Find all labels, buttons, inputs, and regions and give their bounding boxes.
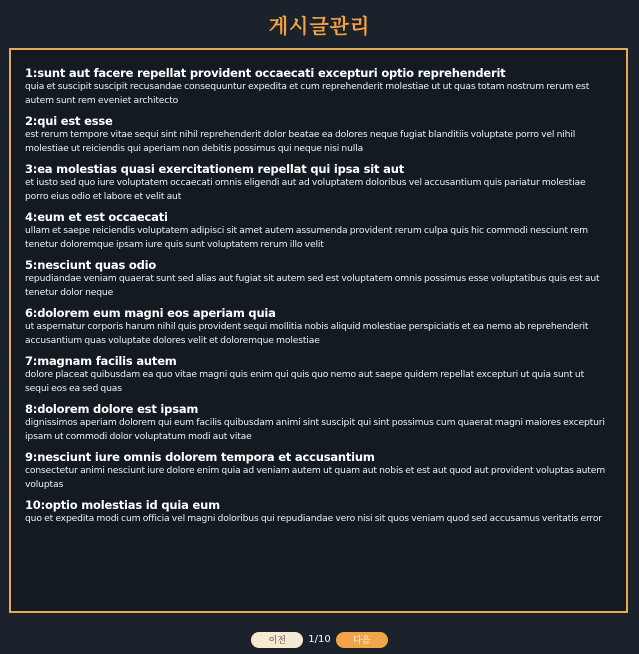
page-indicator: 1/10 [308, 634, 331, 645]
post-title[interactable]: 3:ea molestias quasi exercitationem repellat qui ipsa sit aut [25, 162, 404, 176]
post-body: ut aspernatur corporis harum nihil quis provident sequi mollitia nobis aliquid molestiae perspiciatis et ea nemo ab reprehenderit accusantium quas voluptate dolores velit et doloremque molestiae [25, 321, 589, 346]
post-list [9, 48, 628, 613]
post-body: repudiandae veniam quaerat sunt sed alias aut fugiat sit autem sed est voluptatem omnis possimus esse voluptatibus quis est aut tenetur dolor neque [25, 273, 600, 298]
pagination [0, 631, 639, 648]
post-item[interactable] [25, 258, 610, 299]
post-title[interactable]: 2:qui est esse [25, 114, 113, 128]
post-title[interactable]: 10:optio molestias id quia eum [25, 498, 220, 512]
page-title: 게시글관리 [268, 14, 371, 38]
post-body: est rerum tempore vitae sequi sint nihil reprehenderit dolor beatae ea dolores neque fugiat blanditiis voluptate porro vel nihil molestiae ut reiciendis qui aperiam non debitis possimus qui neque nisi nulla [25, 129, 576, 154]
post-title[interactable]: 1:sunt aut facere repellat provident occaecati excepturi optio reprehenderit [25, 66, 506, 80]
post-body: quia et suscipit suscipit recusandae consequuntur expedita et cum reprehenderit molestiae ut ut quas totam nostrum rerum est autem sunt rem eveniet architecto [25, 81, 590, 106]
post-item[interactable] [25, 114, 610, 155]
post-item[interactable] [25, 354, 610, 395]
post-item[interactable] [25, 498, 610, 526]
post-item[interactable] [25, 306, 610, 347]
post-item[interactable] [25, 402, 610, 443]
post-title[interactable]: 9:nesciunt iure omnis dolorem tempora et accusantium [25, 450, 375, 464]
post-title[interactable]: 4:eum et est occaecati [25, 210, 168, 224]
next-page-button[interactable]: 다음 [336, 632, 388, 648]
post-item[interactable] [25, 450, 610, 491]
post-body: quo et expedita modi cum officia vel magni doloribus qui repudiandae vero nisi sit quos veniam quod sed accusamus veritatis error [25, 513, 602, 524]
post-title[interactable]: 7:magnam facilis autem [25, 354, 177, 368]
post-title[interactable]: 6:dolorem eum magni eos aperiam quia [25, 306, 276, 320]
prev-page-button[interactable]: 이전 [251, 632, 303, 648]
post-body: dignissimos aperiam dolorem qui eum facilis quibusdam animi sint suscipit qui sint possimus cum quaerat magni maiores excepturi ipsam ut commodi dolor voluptatum modi aut vitae [25, 417, 605, 442]
post-body: et iusto sed quo iure voluptatem occaecati omnis eligendi aut ad voluptatem doloribus vel accusantium quis pariatur molestiae porro eius odio et labore et velit aut [25, 177, 586, 202]
post-body: dolore placeat quibusdam ea quo vitae magni quis enim qui quis quo nemo aut saepe quidem repellat excepturi ut quia sunt ut sequi eos ea sed quas [25, 369, 585, 394]
post-item[interactable] [25, 162, 610, 203]
post-title[interactable]: 8:dolorem dolore est ipsam [25, 402, 199, 416]
post-item[interactable] [25, 210, 610, 251]
post-body: ullam et saepe reiciendis voluptatem adipisci sit amet autem assumenda provident rerum culpa quis hic commodi nesciunt rem tenetur doloremque ipsam iure quis sunt voluptatem rerum illo velit [25, 225, 588, 250]
post-body: consectetur animi nesciunt iure dolore enim quia ad veniam autem ut quam aut nobis et est aut quod aut provident voluptas autem voluptas [25, 465, 605, 490]
post-item[interactable] [25, 66, 610, 107]
post-title[interactable]: 5:nesciunt quas odio [25, 258, 157, 272]
